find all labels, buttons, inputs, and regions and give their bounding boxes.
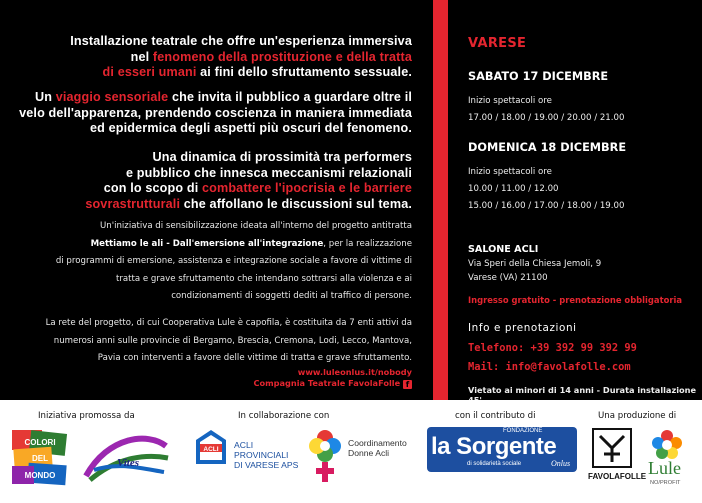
text-segment: ai fini dello sfruttamento sessuale. — [196, 65, 412, 80]
text-segment: Mettiamo le ali - Dall'emersione all'integrazione — [90, 238, 324, 249]
text-segment: combattere l'ipocrisia e le barriere — [202, 181, 412, 196]
acli-logo — [194, 428, 228, 466]
text-segment: viaggio sensoriale — [55, 90, 169, 104]
favolafolle-name: FAVOLAFOLLE — [588, 472, 647, 481]
text-segment: ed epidermica degli aspetti più oscuri del fenomeno. — [89, 121, 412, 136]
text-line — [85, 166, 412, 182]
text-line — [70, 65, 412, 81]
intro-paragraph-2 — [19, 90, 412, 137]
lule-flower-icon — [650, 428, 684, 460]
intro-paragraph-3 — [85, 150, 412, 212]
day2-start-label: Inizio spettacoli ore — [468, 167, 552, 177]
venue-title: SALONE ACLI — [468, 244, 539, 255]
text-line — [46, 333, 412, 351]
text-line — [46, 315, 412, 333]
description-column — [0, 0, 432, 400]
text-line — [85, 181, 412, 197]
website-link[interactable]: www.luleonlus.it/nobody — [297, 367, 412, 377]
text-segment: di esseri umani — [102, 65, 197, 80]
text-line — [70, 34, 412, 50]
text-line — [56, 253, 412, 271]
links-block — [253, 367, 412, 389]
text-segment: e pubblico che innesca meccanismi relazionali — [125, 165, 412, 180]
text-segment: Installazione teatrale che offre un'esperienza immersiva — [70, 34, 412, 48]
intro-paragraph-1 — [70, 34, 412, 81]
text-segment: numerosi anni sulle provincie di Bergamo, Brescia, Cremona, Lodi, Lecco, Mantova, — [53, 335, 412, 346]
text-segment: tratta e grave sfruttamento che intendano sottrarsi alla violenza e ai — [116, 273, 412, 284]
lule-subtitle: NO/PROFIT — [650, 480, 681, 486]
lule-name: Lule — [648, 458, 681, 478]
text-line — [19, 121, 412, 137]
text-line — [85, 197, 412, 213]
text-line — [19, 106, 412, 122]
venue-address-city: Varese (VA) 21100 — [468, 273, 548, 283]
text-line — [56, 271, 412, 289]
network-paragraph — [46, 315, 412, 368]
text-segment: , per la realizzazione — [323, 238, 412, 249]
project-paragraph — [56, 218, 412, 306]
acli-badge-text: ACLI — [203, 446, 219, 453]
favolafolle-logo — [592, 428, 632, 468]
text-line — [56, 218, 412, 236]
coordinamento-text: Coordinamento Donne Acli — [348, 438, 407, 458]
facebook-icon[interactable]: f — [403, 380, 412, 389]
day1-title: SABATO 17 DICEMBRE — [468, 70, 609, 83]
text-segment: di programmi di emersione, assistenza e integrazione sociale a favore di vittime di — [55, 256, 412, 267]
text-line — [56, 236, 412, 254]
event-details-column — [468, 0, 702, 400]
age-duration-note: Vietato ai minori di 14 anni - Durata installazione — [468, 385, 697, 395]
text-line — [56, 288, 412, 306]
email-contact[interactable]: Mail: info@favolafolle.com — [468, 361, 631, 373]
day2-times-morning: 10.00 / 11.00 / 12.00 — [468, 184, 559, 194]
text-segment: La rete del progetto, di cui Cooperativa Lule è capofila, è costituita da 7 enti attivi da — [45, 318, 412, 328]
text-line — [19, 90, 412, 106]
text-line — [85, 150, 412, 166]
del-word: DEL — [32, 454, 48, 463]
production-caption: Una produzione di — [598, 411, 677, 421]
text-segment: fenomeno della prostituzione e della tratta — [152, 49, 412, 64]
text-segment: che affollano le discussioni sul tema. — [180, 196, 412, 211]
colori-word: COLORI — [24, 438, 56, 447]
collaboration-caption: In collaborazione con — [238, 411, 330, 421]
acli-text: ACLI PROVINCIALI DI VARESE APS — [234, 440, 299, 470]
text-segment: con lo scopo di — [103, 181, 202, 196]
phone-contact[interactable]: Telefono: +39 392 99 392 99 — [468, 342, 637, 354]
text-line — [70, 50, 412, 66]
la-sorgente-logo: FONDAZIONE la Sorgente di solidarietà sociale Onlus — [427, 427, 577, 472]
text-segment: velo dell'apparenza, prendendo coscienza in maniera immediata — [19, 105, 412, 120]
company-link[interactable]: Compagnia Teatrale FavolaFolle f — [253, 378, 412, 389]
vites-word: Vites — [116, 457, 140, 469]
vites-logo — [78, 432, 172, 484]
promoted-by-caption: Iniziativa promossa da — [38, 411, 135, 421]
red-divider — [433, 0, 448, 400]
text-segment: che invita il pubblico a guardare oltre il — [168, 90, 412, 104]
text-segment: Pavia con interventi a favore delle vittime di tratta e grave sfruttamento. — [97, 353, 412, 364]
text-segment: condizionamenti di soggetti dediti al traffico di persone. — [171, 291, 412, 302]
coordinamento-donne-acli-logo — [305, 426, 345, 484]
text-segment: Un — [34, 90, 56, 104]
day2-title: DOMENICA 18 DICEMBRE — [468, 141, 627, 154]
text-segment: Una dinamica di prossimità tra performers — [152, 150, 412, 164]
contribution-caption: con il contributo di — [455, 411, 536, 421]
info-title: Info e prenotazioni — [468, 322, 577, 334]
venue-address-street: Via Speri della Chiesa Jemoli, 9 — [468, 259, 602, 269]
partners-footer — [0, 400, 702, 503]
day2-times-afternoon: 15.00 / 16.00 / 17.00 / 18.00 / 19.00 — [468, 201, 625, 211]
free-entry-note: Ingresso gratuito - prenotazione obbligatoria — [468, 295, 682, 305]
city-title: VARESE — [468, 36, 527, 51]
text-segment: Un'iniziativa di sensibilizzazione ideata all'interno del progetto antitratta — [99, 221, 412, 231]
text-line — [46, 350, 412, 368]
mondo-word: MONDO — [24, 471, 56, 480]
colori-del-mondo-logo — [10, 428, 70, 488]
text-segment: nel — [130, 49, 153, 64]
day1-times: 17.00 / 18.00 / 19.00 / 20.00 / 21.00 — [468, 113, 625, 123]
text-segment: sovrastrutturali — [85, 196, 181, 211]
day1-start-label: Inizio spettacoli ore — [468, 96, 552, 106]
